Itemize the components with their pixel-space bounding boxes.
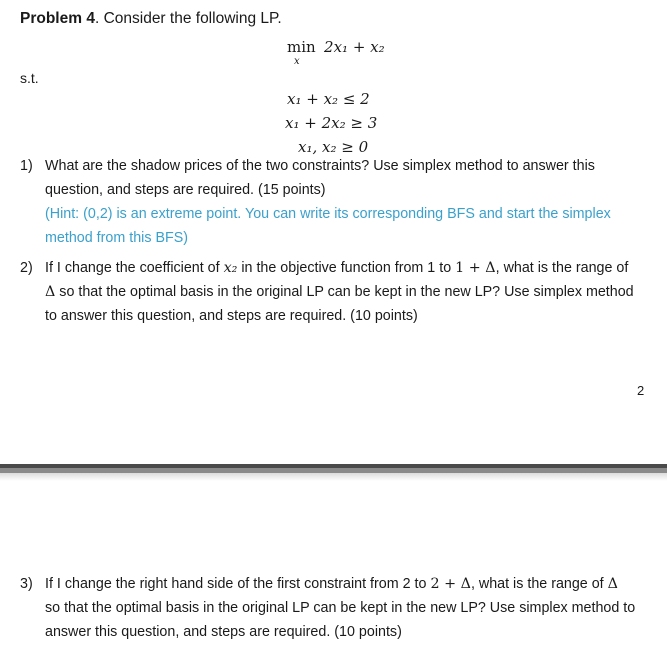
min-variable: x xyxy=(294,56,300,67)
question-2-line-1-b: in the objective function from 1 to xyxy=(237,260,456,276)
question-3-line-2: so that the optimal basis in the original LP can be kept in the new LP? Use simplex method to xyxy=(45,600,636,616)
question-2-number: 2) xyxy=(20,260,33,276)
problem-title-bold: Problem 4 xyxy=(20,10,95,27)
objective-expression: 2x₁ + x₂ xyxy=(324,38,385,56)
question-3-line-1-a: If I change the right hand side of the first constraint from 2 to xyxy=(45,576,431,592)
question-2-line-1 xyxy=(45,260,628,276)
problem-title xyxy=(20,10,282,28)
question-2-delta: Δ xyxy=(45,284,56,300)
question-1-hint-line-2: method from this BFS) xyxy=(45,230,189,246)
question-3-line-1 xyxy=(45,576,618,592)
page-divider xyxy=(0,464,667,481)
question-2-line-1-c: , what is the range of xyxy=(495,260,629,276)
min-operator: min xyxy=(287,38,316,56)
question-3-line-3: answer this question, and steps are required. (10 points) xyxy=(45,624,402,640)
page-number: 2 xyxy=(637,383,645,398)
question-2-line-2-rest: so that the optimal basis in the original LP can be kept in the new LP? Use simplex method xyxy=(55,284,634,300)
subject-to-label: s.t. xyxy=(20,70,39,86)
question-2-line-2 xyxy=(45,284,634,300)
objective-function xyxy=(287,38,385,56)
problem-title-rest: . Consider the following LP. xyxy=(94,10,282,27)
question-3-new-rhs: 2 + Δ xyxy=(430,576,471,592)
question-3-line-1-b: , what is the range of xyxy=(470,576,608,592)
question-1-number: 1) xyxy=(20,158,33,174)
question-3-delta: Δ xyxy=(607,576,618,592)
question-2-variable: x₂ xyxy=(223,260,238,276)
constraint-2: x₁ + 2x₂ ≥ 3 xyxy=(285,114,378,132)
question-2-line-3: to answer this question, and steps are required. (10 points) xyxy=(45,308,418,324)
question-2-line-1-a: If I change the coefficient of xyxy=(45,260,224,276)
question-3-number: 3) xyxy=(20,576,33,592)
question-2-new-coefficient: 1 + Δ xyxy=(455,260,496,276)
nonnegativity-constraint: x₁, x₂ ≥ 0 xyxy=(298,138,369,156)
question-1-line-2: question, and steps are required. (15 points) xyxy=(45,182,326,198)
question-1-hint-line-1: (Hint: (0,2) is an extreme point. You can write its corresponding BFS and start the simplex xyxy=(45,206,611,222)
constraint-1: x₁ + x₂ ≤ 2 xyxy=(287,90,370,108)
question-1-line-1: What are the shadow prices of the two constraints? Use simplex method to answer this xyxy=(45,158,595,174)
